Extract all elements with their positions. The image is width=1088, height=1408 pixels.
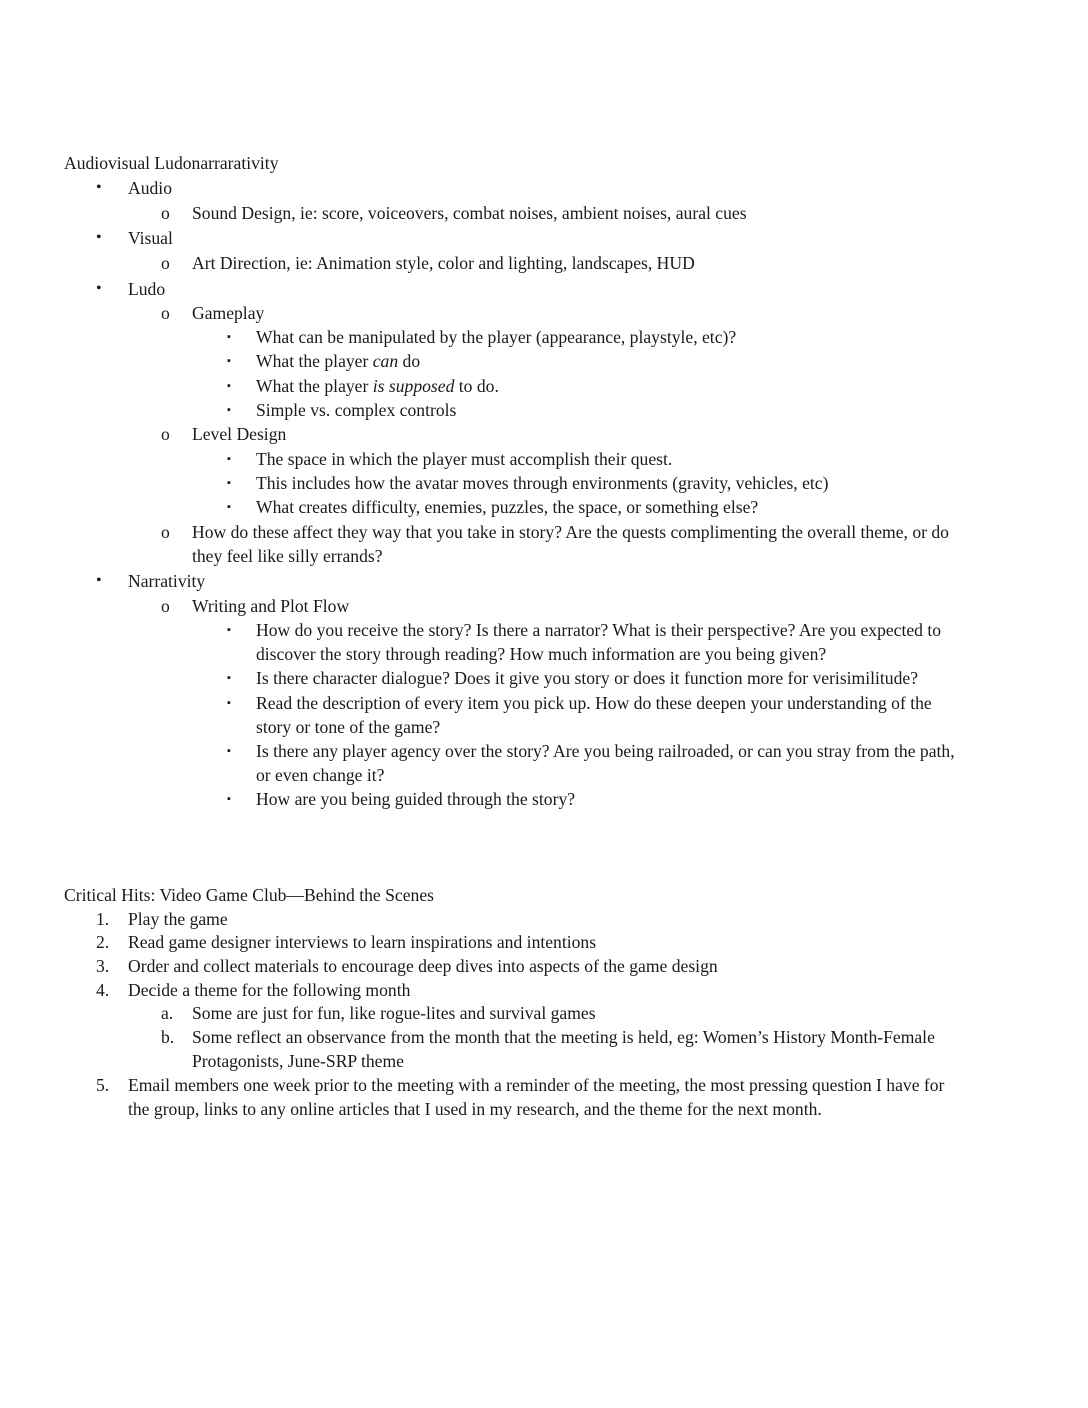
bullet-circle: o	[161, 303, 170, 323]
list-item-gameplay-2	[256, 349, 420, 373]
bullet-circle: o	[161, 596, 170, 616]
list-item-level-2: This includes how the avatar moves through environments (gravity, vehicles, etc)	[256, 473, 829, 493]
text-run: What the player	[256, 376, 373, 396]
step-number: 4.	[96, 980, 110, 1000]
substep-item: Some are just for fun, like rogue-lites and survival games	[192, 1003, 596, 1023]
bullet-circle: o	[161, 203, 170, 223]
bullet-square: ▪	[227, 672, 231, 684]
substep-letter: b.	[161, 1027, 175, 1047]
substep-letter: a.	[161, 1003, 174, 1023]
list-item-level-1: The space in which the player must accomplish their quest.	[256, 449, 673, 469]
bullet-square: ▪	[227, 501, 231, 513]
bullet-disc: •	[96, 229, 102, 246]
list-item-gameplay: Gameplay	[192, 303, 265, 323]
list-item-writing-4b: or even change it?	[256, 765, 385, 785]
bullet-disc: •	[96, 572, 102, 589]
text-run: What the player	[256, 351, 373, 371]
bullet-square: ▪	[227, 745, 231, 757]
step-number: 1.	[96, 909, 110, 929]
bullet-square: ▪	[227, 697, 231, 709]
list-item-sound-design: Sound Design, ie: score, voiceovers, combat noises, ambient noises, aural cues	[192, 203, 747, 223]
bullet-square: ▪	[227, 477, 231, 489]
bullet-square: ▪	[227, 331, 231, 343]
list-item-writing-3b: story or tone of the game?	[256, 717, 441, 737]
step-item: Order and collect materials to encourage deep dives into aspects of the game design	[128, 956, 718, 976]
step-number: 3.	[96, 956, 110, 976]
list-item-audio: Audio	[128, 178, 172, 198]
list-item-gameplay-1: What can be manipulated by the player (appearance, playstyle, etc)?	[256, 327, 737, 347]
emphasis-text: can	[372, 351, 399, 371]
list-item-writing-1b: discover the story through reading? How much information are you being given?	[256, 644, 827, 664]
step-item: Read game designer interviews to learn inspirations and intentions	[128, 932, 597, 952]
list-item-writing-2: Is there character dialogue? Does it give you story or does it function more for verisimilitude?	[256, 668, 918, 688]
bullet-square: ▪	[227, 793, 231, 805]
emphasis-text: is supposed	[372, 376, 455, 396]
bullet-disc: •	[96, 179, 102, 196]
list-item-writing-4a: Is there any player agency over the story? Are you being railroaded, or can you stray from the path,	[256, 741, 955, 761]
bullet-square: ▪	[227, 355, 231, 367]
list-item-level-design: Level Design	[192, 424, 287, 444]
list-item-gameplay-4: Simple vs. complex controls	[256, 400, 457, 420]
list-item-writing-3a: Read the description of every item you pick up. How do these deepen your understanding of the	[256, 693, 932, 713]
bullet-square: ▪	[227, 380, 231, 392]
bullet-disc: •	[96, 280, 102, 297]
bullet-square: ▪	[227, 453, 231, 465]
list-item-visual: Visual	[128, 228, 173, 248]
substep-item-line2: Protagonists, June-SRP theme	[192, 1051, 404, 1071]
step-item-line2: the group, links to any online articles that I used in my research, and the theme for the next month.	[128, 1099, 822, 1119]
list-item-gameplay-3	[256, 374, 499, 398]
list-item-ludo: Ludo	[128, 279, 166, 299]
step-item: Play the game	[128, 909, 228, 929]
step-number: 5.	[96, 1075, 110, 1095]
bullet-square: ▪	[227, 404, 231, 416]
list-item-question-line1: How do these affect they way that you take in story? Are the quests complimenting the overall theme, or do	[192, 522, 949, 542]
step-number: 2.	[96, 932, 110, 952]
list-item-level-3: What creates difficulty, enemies, puzzles, the space, or something else?	[256, 497, 759, 517]
list-item-writing-1a: How do you receive the story? Is there a narrator? What is their perspective? Are you expected to	[256, 620, 942, 640]
section1-title: Audiovisual Ludonarrarativity	[64, 153, 279, 173]
text-run: do	[398, 351, 421, 371]
list-item-question-line2: they feel like silly errands?	[192, 546, 383, 566]
substep-item-line1: Some reflect an observance from the month that the meeting is held, eg: Women’s History Month-Female	[192, 1027, 935, 1047]
list-item-narrativity: Narrativity	[128, 571, 206, 591]
bullet-circle: o	[161, 522, 170, 542]
list-item-writing-5: How are you being guided through the story?	[256, 789, 576, 809]
section2-title: Critical Hits: Video Game Club—Behind the Scenes	[64, 885, 434, 905]
bullet-square: ▪	[227, 624, 231, 636]
step-item-line1: Email members one week prior to the meeting with a reminder of the meeting, the most pressing question I have for	[128, 1075, 945, 1095]
text-run: to do.	[454, 376, 499, 396]
list-item-art-direction: Art Direction, ie: Animation style, color and lighting, landscapes, HUD	[192, 253, 695, 273]
bullet-circle: o	[161, 424, 170, 444]
list-item-writing: Writing and Plot Flow	[192, 596, 350, 616]
step-item: Decide a theme for the following month	[128, 980, 411, 1000]
bullet-circle: o	[161, 253, 170, 273]
